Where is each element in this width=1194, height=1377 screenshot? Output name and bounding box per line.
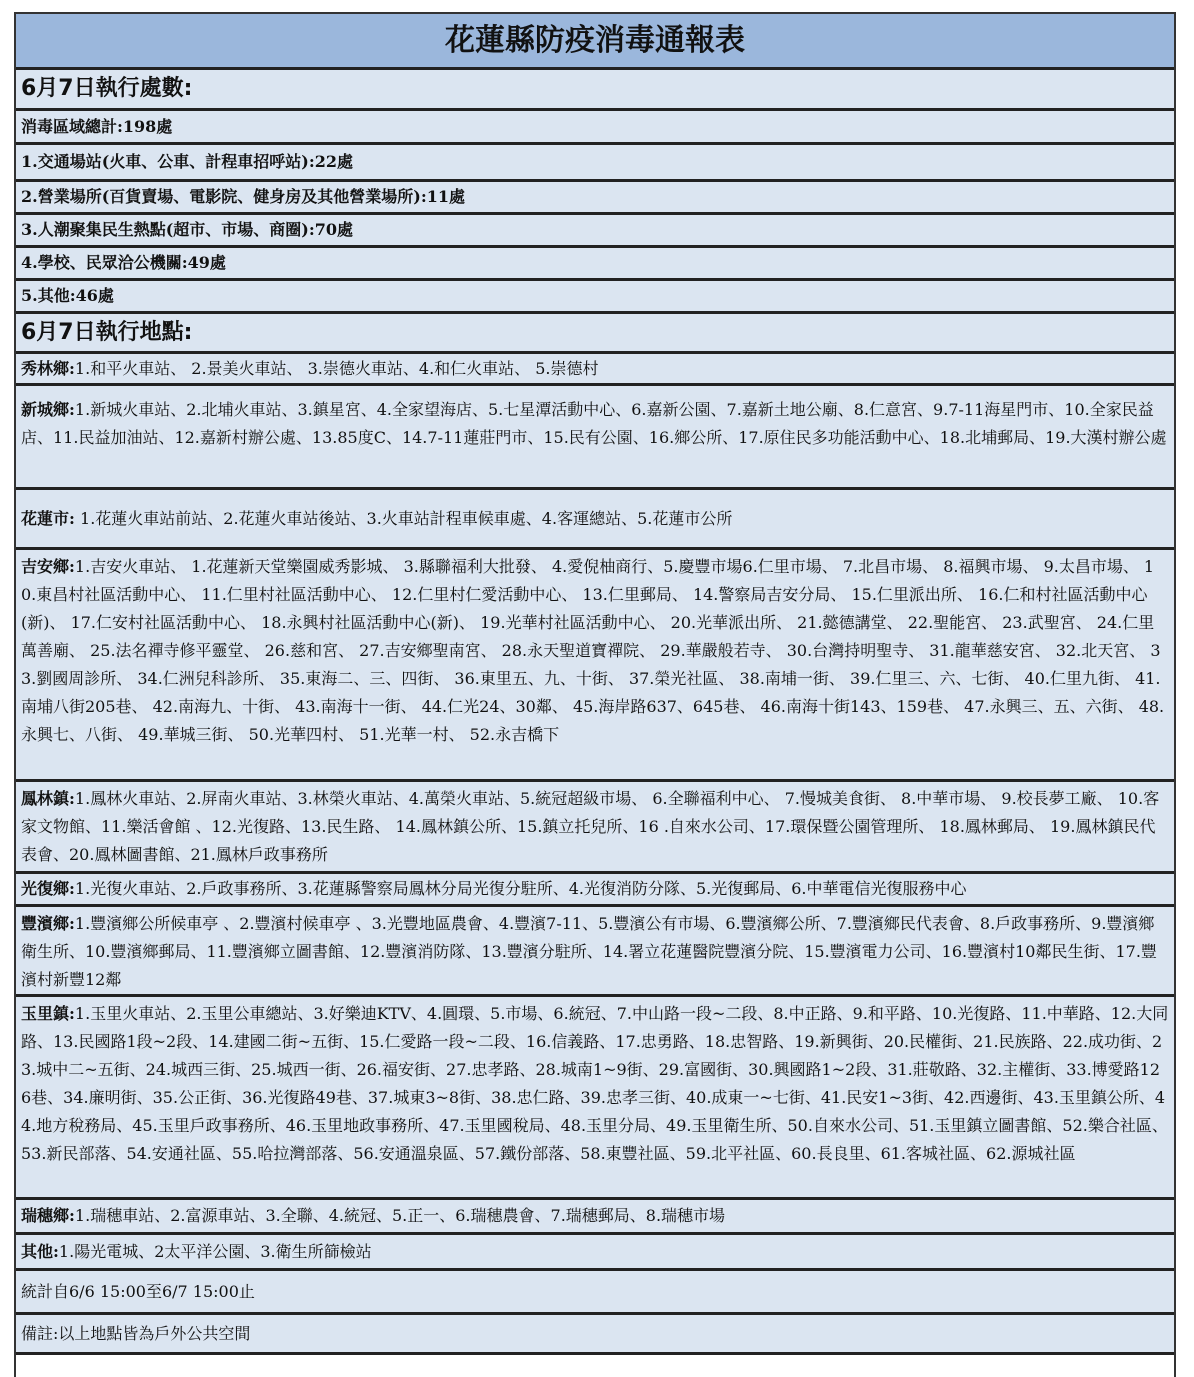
township-row-hualien-city — [16, 490, 1174, 550]
township-name: 花蓮市: — [21, 508, 75, 528]
township-row-jian — [16, 550, 1174, 782]
category-other: 5.其他:46處 — [16, 281, 1174, 314]
township-sites: 1.吉安火車站、 1.花蓮新天堂樂園威秀影城、 3.縣聯福利大批發、 4.愛倪柚商行、5.慶豐市場6.仁里市場、 7.北昌市場、 8.福興市場、 9.太昌市場、 10.東昌村社區活動中心、 11.仁里村社區活動中心、 12.仁里村仁愛活動中心、 13.仁里郵局、 14.警察局吉安分局、 15.仁里派出所、 16.仁和村社區活動中心(新)、 17.仁安村社區活動中心、 18.永興村社區活動中心(新)、 19.光華村社區活動中心、 20.光華派出所、 21.懿德講堂、 22.聖能宮、 23.武聖宮、 24.仁里萬善廟、 25.法名禪寺修平靈堂、 26.慈和宮、 27.吉安鄉聖南宮、 28.永天聖道寶禪院、 29.華嚴般若寺、 30.台灣持明聖寺、 31.龍華慈安宮、 32.北天宮、 33.劉國周診所、 34.仁洲兒科診所、 35.東海二、三、四街、 36.東里五、九、十街、 37.榮光社區、 38.南埔一街、 39.仁里三、六、七街、 40.仁里九街、 41.南埔八街205巷、 42.南海九、十街、 43.南海十一街、 44.仁光24、30鄰、 45.海岸路637、645巷、 46.南海十街143、159巷、 47.永興三、五、六街、 48.永興七、八街、 49.華城三街、 50.光華四村、 51.光華一村、 52.永吉橋下 — [21, 557, 1165, 744]
township-row-fengbin — [16, 907, 1174, 997]
township-row-xiulin — [16, 354, 1174, 386]
township-name: 新城鄉: — [21, 400, 75, 419]
township-sites: 1.和平火車站、 2.景美火車站、 3.崇德火車站、4.和仁火車站、 5.崇德村 — [74, 358, 599, 378]
table-tail — [16, 1355, 1174, 1377]
remark-note: 備註:以上地點皆為戶外公共空間 — [16, 1315, 1174, 1355]
category-hotspots: 3.人潮聚集民生熱點(超市、市場、商圈):70處 — [16, 215, 1174, 248]
township-row-ruisui — [16, 1200, 1174, 1235]
township-name: 鳳林鎮: — [21, 789, 75, 808]
category-schools: 4.學校、民眾洽公機關:49處 — [16, 248, 1174, 281]
township-name: 玉里鎮: — [21, 1004, 75, 1023]
report-title: 花蓮縣防疫消毒通報表 — [16, 14, 1174, 70]
category-transport: 1.交通場站(火車、公車、計程車招呼站):22處 — [16, 145, 1174, 182]
township-row-fenglin — [16, 782, 1174, 874]
total-count: 消毒區域總計:198處 — [16, 111, 1174, 145]
township-sites: 1.玉里火車站、2.玉里公車總站、3.好樂迪KTV、4.圓環、5.市場、6.統冠、7.中山路一段~二段、8.中正路、9.和平路、10.光復路、11.中華路、12.大同路、13.民國路1段~2段、14.建國二街~五街、15.仁愛路一段~二段、16.信義路、17.忠勇路、18.忠智路、19.新興街、20.民權街、21.民族路、22.成功街、23.城中二~五街、24.城西三街、25.城西一街、26.福安街、27.忠孝路、28.城南1~9街、29.富國街、30.興國路1~2段、31.莊敬路、32.主權街、33.博愛路126巷、34.廉明街、35.公正街、36.光復路49巷、37.城東3~8街、38.忠仁路、39.忠孝三街、40.成東一~七街、41.民安1~3街、42.西邊街、43.玉里鎮公所、44.地方稅務局、45.玉里戶政事務所、46.玉里地政事務所、47.玉里國稅局、48.玉里分局、49.玉里衛生所、50.自來水公司、51.玉里鎮立圖書館、52.樂合社區、53.新民部落、54.安通社區、55.哈拉灣部落、56.安通溫泉區、57.鐵份部落、58.東豐社區、59.北平社區、60.長良里、61.客城社區、62.源城社區 — [21, 1004, 1169, 1163]
locations-heading: 6月7日執行地點: — [16, 314, 1174, 354]
township-name: 瑞穗鄉: — [21, 1206, 75, 1225]
counts-heading: 6月7日執行處數: — [16, 70, 1174, 111]
township-sites: 1.豐濱鄉公所候車亭 、2.豐濱村候車亭 、3.光豐地區農會、4.豐濱7-11、5.豐濱公有市場、6.豐濱鄉公所、7.豐濱鄉民代表會、8.戶政事務所、9.豐濱鄉衛生所、10.豐濱鄉郵局、11.豐濱鄉立圖書館、12.豐濱消防隊、13.豐濱分駐所、14.署立花蓮醫院豐濱分院、15.豐濱電力公司、16.豐濱村10鄰民生街、17.豐濱村新豐12鄰 — [21, 914, 1157, 989]
township-name: 其他: — [21, 1241, 59, 1261]
township-sites: 1.花蓮火車站前站、2.花蓮火車站後站、3.火車站計程車候車處、4.客運總站、5.花蓮市公所 — [74, 508, 733, 528]
township-sites: 1.瑞穗車站、2.富源車站、3.全聯、4.統冠、5.正一、6.瑞穗農會、7.瑞穗郵局、8.瑞穗市場 — [74, 1206, 726, 1225]
township-sites: 1.新城火車站、2.北埔火車站、3.鎮星宮、4.全家望海店、5.七星潭活動中心、6.嘉新公園、7.嘉新土地公廟、8.仁意宮、9.7-11海星門市、10.全家民益店、11.民益加油站、12.嘉新村辦公處、13.85度C、14.7-11蓮莊門市、15.民有公園、16.鄉公所、17.原住民多功能活動中心、18.北埔郵局、19.大漢村辦公處 — [21, 400, 1167, 447]
township-row-guangfu — [16, 874, 1174, 907]
township-row-other — [16, 1235, 1174, 1271]
township-row-xincheng — [16, 386, 1174, 490]
statistics-period: 統計自6/6 15:00至6/7 15:00止 — [16, 1271, 1174, 1315]
report-table — [14, 12, 1176, 1377]
township-name: 光復鄉: — [21, 879, 75, 898]
township-sites: 1.光復火車站、2.戶政事務所、3.花蓮縣警察局鳳林分局光復分駐所、4.光復消防分隊、5.光復郵局、6.中華電信光復服務中心 — [74, 879, 967, 898]
township-name: 吉安鄉: — [21, 557, 75, 576]
township-name: 豐濱鄉: — [21, 914, 75, 933]
township-row-yuli — [16, 997, 1174, 1200]
category-business: 2.營業場所(百貨賣場、電影院、健身房及其他營業場所):11處 — [16, 182, 1174, 215]
township-name: 秀林鄉: — [21, 358, 75, 378]
township-sites: 1.陽光電城、2太平洋公園、3.衛生所篩檢站 — [58, 1241, 372, 1261]
township-sites: 1.鳳林火車站、2.屏南火車站、3.林榮火車站、4.萬榮火車站、5.統冠超級市場、 6.全聯福利中心、 7.慢城美食街、 8.中華市場、 9.校長夢工廠、 10.客家文物館、11.樂活會館 、12.光復路、13.民生路、 14.鳳林鎮公所、15.鎮立托兒所、16 .自來水公司、17.環保暨公園管理所、 18.鳳林郵局、 19.鳳林鎮民代表會、20.鳳林圖書館、21.鳳林戶政事務所 — [21, 789, 1160, 864]
